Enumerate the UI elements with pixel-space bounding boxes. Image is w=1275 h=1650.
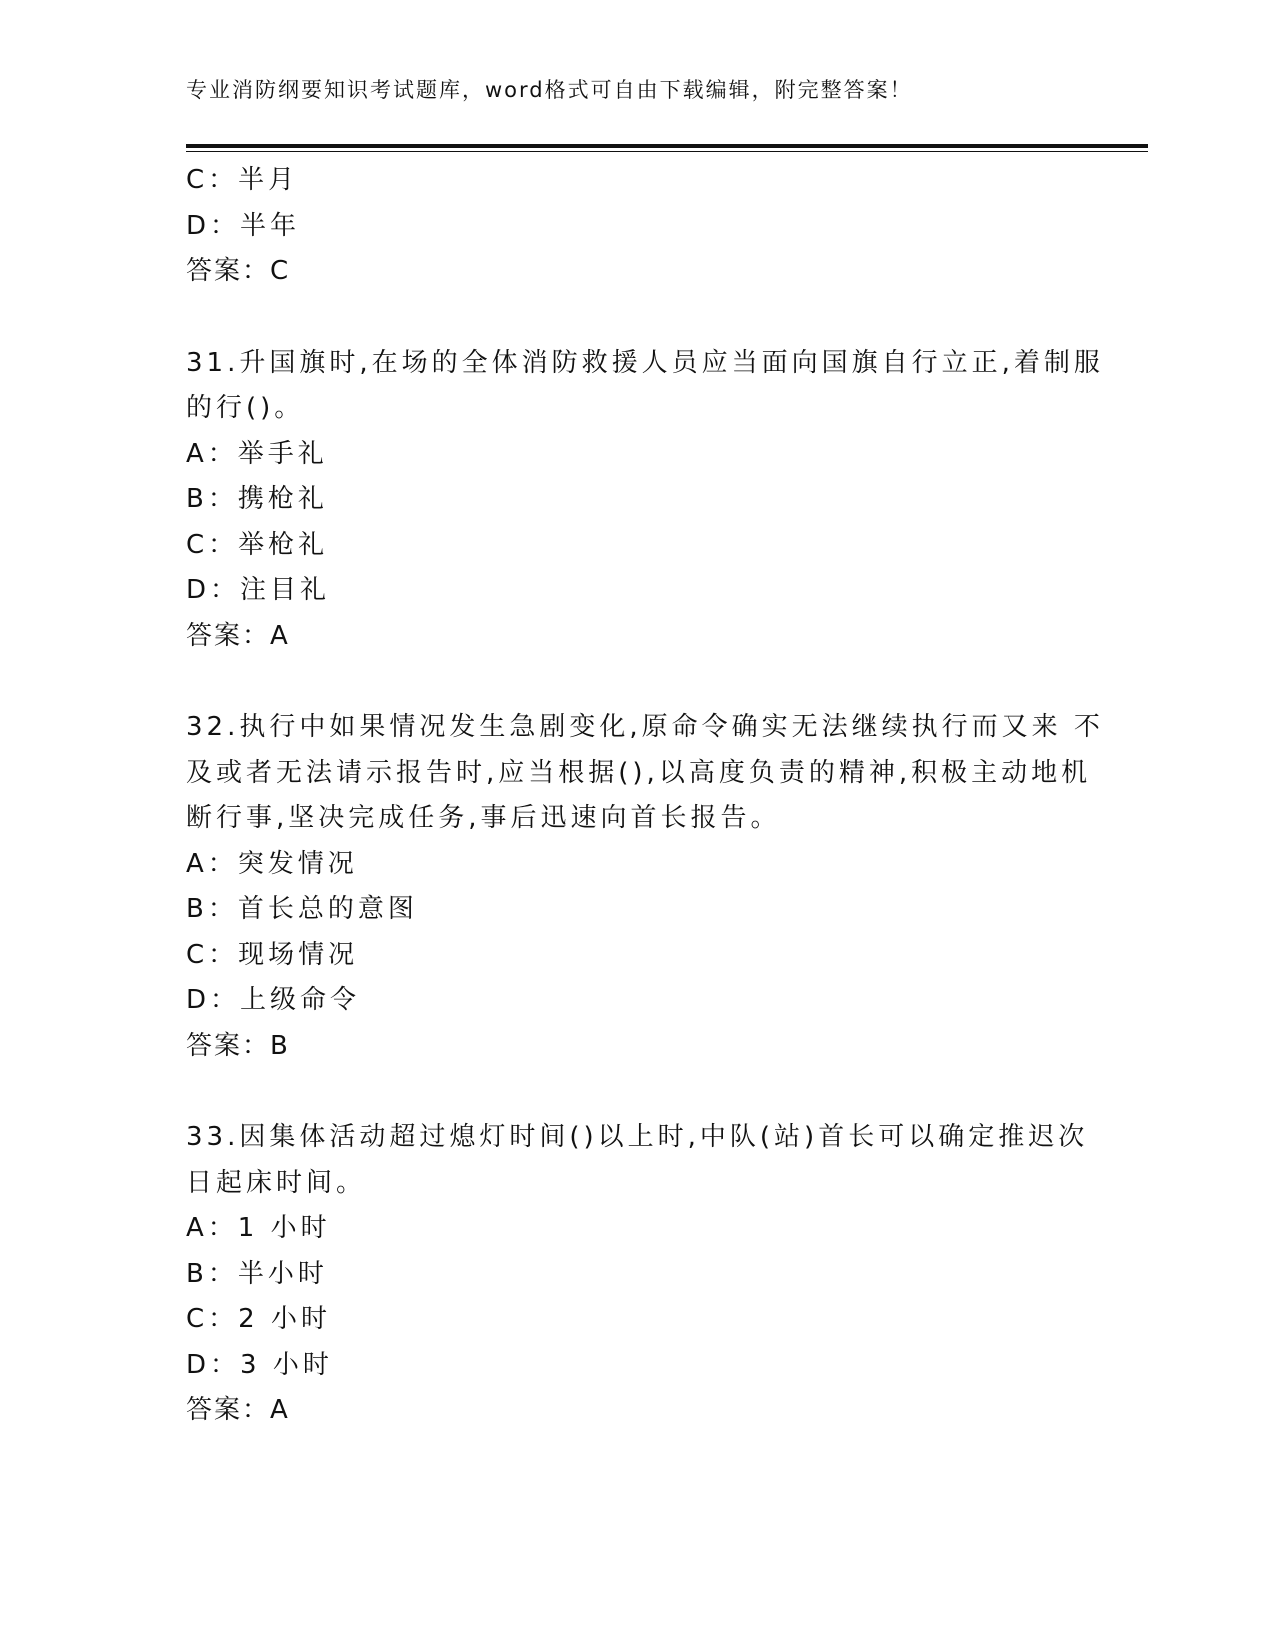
option-text: 3 小时 <box>240 1349 333 1380</box>
option-line <box>186 523 1086 569</box>
option-text: 举手礼 <box>237 438 328 469</box>
header-rule-thin <box>186 151 1148 152</box>
question-stem-line: 的行()。 <box>186 393 305 423</box>
option-text: 半年 <box>240 210 301 241</box>
answer-line: 答案：C <box>186 256 291 286</box>
option-line <box>186 158 1086 204</box>
question-stem-line: 日起床时间。 <box>186 1167 367 1198</box>
option-line <box>186 432 1086 478</box>
question-stem-line: 33.因集体活动超过熄灯时间()以上时,中队(站)首长可以确定推迟次 <box>186 1122 1089 1152</box>
option-key: A： <box>186 1213 238 1243</box>
option-text: 2 小时 <box>238 1304 331 1334</box>
option-key: B： <box>186 894 238 924</box>
question-stem-line: 及或者无法请示报告时,应当根据(),以高度负责的精神,积极主动地机 <box>186 757 1092 788</box>
spacer <box>186 1069 1086 1115</box>
option-text: 突发情况 <box>237 848 358 879</box>
answer-line: 答案：B <box>186 1030 290 1061</box>
option-line <box>186 933 1086 979</box>
spacer <box>186 295 1086 341</box>
option-line <box>186 568 1086 614</box>
option-text: 首长总的意图 <box>237 894 418 924</box>
option-key: D： <box>186 575 241 605</box>
question-32 <box>186 705 1104 1069</box>
question-stem-line: 32.执行中如果情况发生急剧变化,原命令确实无法继续执行而又来 不 <box>186 712 1104 742</box>
option-line <box>186 477 1086 523</box>
document-body <box>186 158 1104 1434</box>
header-rule-thick <box>186 144 1148 148</box>
option-text: 上级命令 <box>240 985 361 1015</box>
option-line <box>186 1343 1086 1389</box>
option-line <box>186 887 1086 933</box>
option-key: A： <box>186 438 238 469</box>
option-text: 半月 <box>238 165 299 195</box>
option-key: C： <box>186 529 239 560</box>
option-key: C： <box>186 1304 239 1334</box>
option-text: 现场情况 <box>238 939 359 970</box>
option-line <box>186 204 1086 250</box>
option-text: 半小时 <box>237 1258 328 1289</box>
option-key: C： <box>186 165 239 195</box>
question-31 <box>186 341 1104 660</box>
question-33 <box>186 1115 1089 1434</box>
option-key: D： <box>186 1349 241 1380</box>
option-line <box>186 842 1086 888</box>
option-text: 注目礼 <box>240 575 331 605</box>
option-line <box>186 1252 1086 1298</box>
option-line <box>186 1297 1086 1343</box>
option-line <box>186 1206 1086 1252</box>
option-key: C： <box>186 939 239 970</box>
page-header: 专业消防纲要知识考试题库，word格式可自由下载编辑，附完整答案！ <box>186 78 913 102</box>
option-key: A： <box>186 848 238 879</box>
option-key: B： <box>186 1258 238 1289</box>
question-stem-line: 断行事,坚决完成任务,事后迅速向首长报告。 <box>186 803 781 833</box>
question-stem-line: 31.升国旗时,在场的全体消防救援人员应当面向国旗自行立正,着制服 <box>186 347 1104 378</box>
spacer <box>186 659 1086 705</box>
option-text: 举枪礼 <box>238 529 329 560</box>
option-text: 1 小时 <box>237 1213 331 1243</box>
option-key: B： <box>186 484 238 514</box>
option-line <box>186 978 1086 1024</box>
answer-line: 答案：A <box>186 1395 290 1425</box>
option-key: D： <box>186 210 241 241</box>
option-text: 携枪礼 <box>237 484 328 514</box>
option-key: D： <box>186 985 241 1015</box>
answer-line: 答案：A <box>186 620 290 651</box>
